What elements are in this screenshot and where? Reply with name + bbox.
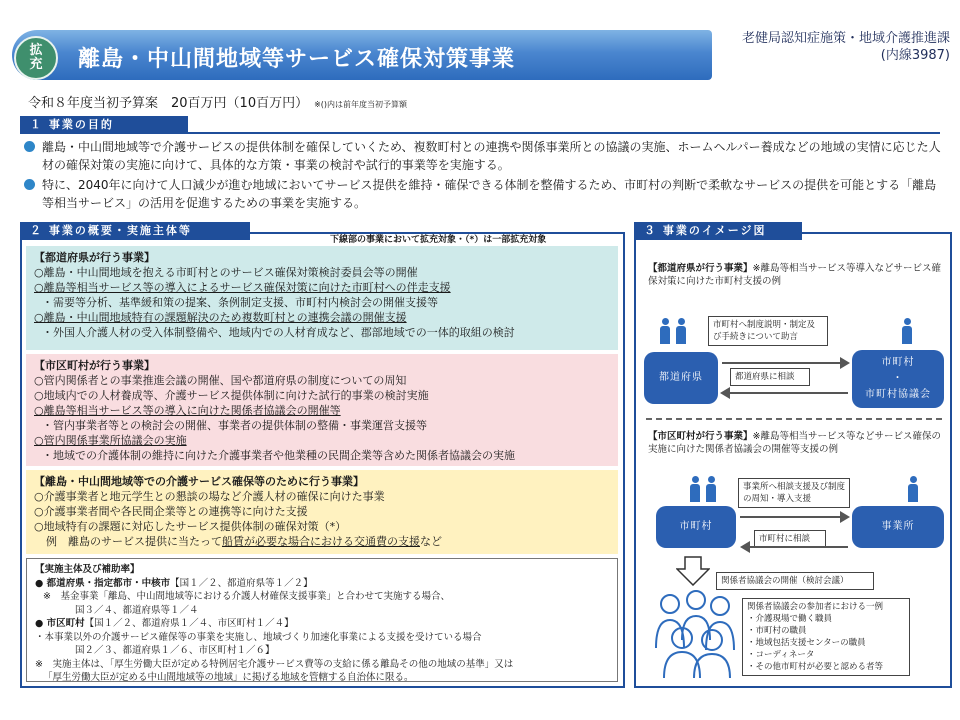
budget-amount: 令和８年度当初予算案 20百万円（10百万円） [28, 96, 309, 111]
divider [646, 418, 942, 420]
arrow-head-right-icon [840, 511, 850, 523]
section1-rule [188, 132, 940, 134]
person-icon [706, 476, 716, 502]
top-caption: 【都道府県が行う事業】※離島等相当サービス等導入などサービス確保対策に向けた市町村支援の例 [648, 263, 941, 287]
participant-item: ・介護現場で働く職員 [747, 614, 833, 624]
section2-note: 下線部の事業において拡充対象・（*）は一部拡充対象 [330, 235, 547, 245]
muni-line: ・管内事業者等との検討会の開催、事業者の提供体制の整備・事業運営支援等 [42, 419, 427, 432]
extension-number: (内線3987) [880, 48, 950, 63]
muni-line: ○地域内での人材養成等、介護サービス提供体制に向けた試行的事業の検討実施 [34, 389, 429, 402]
impl-line: ・本事業以外の介護サービス確保等の事業を実施し、地域づくり加速化事業による支援を受けている場合 [35, 631, 482, 643]
arrow-head-right-icon [840, 357, 850, 369]
impl-line: 国２／３、都道府県１／６、市区町村１／６】 [75, 645, 275, 656]
office-node: 事業所 [852, 506, 944, 548]
implementing-body-box [26, 558, 618, 682]
impl-line: ● 市区町村【国１／２、都道府県１／４、市区町村１／４】 [35, 618, 294, 629]
muni-line: ○離島等相当サービス等の導入に向けた関係者協議会の開催等 [34, 404, 341, 417]
pref-line: ・外国人介護人材の受入体制整備や、地域内での人材育成など、郡部地域での一体的取組の検討 [42, 326, 515, 339]
remote-area-heading: 【離島・中山間地域等での介護サービス確保等のために行う事業】 [34, 475, 364, 488]
municipality-council-node: 市町村 ・ 市町村協議会 [852, 350, 944, 408]
impl-line: ● 都道府県・指定都市・中核市【国１／２、都道府県等１／２】 [35, 577, 313, 589]
meeting-people-icon [652, 588, 738, 680]
advice-label: 市町村へ制度説明・制定及び手続きについて助言 [708, 316, 828, 346]
remote-line: ○介護事業者間や各民間企業等との連携等に向けた支援 [34, 505, 308, 518]
down-arrow-icon [676, 556, 710, 586]
municipality-node: 市町村 [656, 506, 736, 548]
bottom-caption: 【市区町村が行う事業】※離島等相当サービス等などサービス確保の実施に向けた関係者協議会の開催等支援の例 [648, 431, 941, 455]
expansion-badge: 拡充 [14, 36, 58, 80]
section3-heading: ３ 事業のイメージ図 [634, 222, 802, 240]
implementing-body-heading: 【実施主体及び補助率】 [35, 564, 140, 575]
header [0, 0, 960, 84]
municipality-box [26, 354, 618, 466]
prefecture-heading: 【都道府県が行う事業】 [34, 251, 155, 264]
remote-line: ○地域特有の課題に対応したサービス提供体制の確保対策（*） [34, 520, 347, 533]
consult-pref-label: 都道府県に相談 [730, 368, 810, 386]
page-title: 離島・中山間地域等サービス確保対策事業 [78, 47, 516, 72]
bullet-icon [24, 141, 35, 152]
budget-line [28, 92, 407, 111]
arrow-left [746, 546, 848, 548]
muni-line: ・地域での介護体制の維持に向けた介護事業者や他業種の民間企業等含めた関係者協議会の実施 [42, 449, 515, 462]
arrow-right [722, 362, 846, 364]
purpose-item: 特に、2040年に向けて人口減少が進む地域においてサービス提供を維持・確保できる体制を整備するため、市町村の判断で柔軟なサービスの提供を可能とする「離島等相当サービス」の活用を促進するための事業を実施する。 [24, 176, 944, 212]
purpose-list [24, 138, 944, 214]
person-icon [676, 318, 686, 344]
budget-note: ※()内は前年度当初予算額 [314, 100, 408, 109]
participant-item: ・その他市町村が必要と認める者等 [747, 662, 884, 672]
arrow-head-left-icon [740, 541, 750, 553]
remote-line: 例 離島のサービス提供に当たって船賃が必要な場合における交通費の支援など [46, 535, 442, 548]
remote-area-box [26, 470, 618, 554]
section1-heading: １ 事業の目的 [20, 116, 188, 134]
muni-line: ○管内関係事業所協議会の実施 [34, 434, 187, 447]
person-icon [690, 476, 700, 502]
purpose-item: 離島・中山間地域等で介護サービスの提供体制を確保していくため、複数町村との連携や関係事業所との協議の実施、ホームヘルパー養成などの地域の実情に応じた人材の確保対策の実施に向けて、具体的な方策・事業の検討や試行的事業等を実施する。 [24, 138, 944, 174]
pref-line: ○離島等相当サービス等の導入によるサービス確保対策に向けた市町村への伴走支援 [34, 281, 451, 294]
person-icon [660, 318, 670, 344]
arrow-head-left-icon [720, 387, 730, 399]
participant-item: ・コーディネータ [747, 650, 815, 660]
participants-heading: 関係者協議会の参加者における一例 [747, 602, 884, 612]
participants-list [742, 598, 910, 676]
impl-line: ※ 実施主体は、「厚生労働大臣が定める特例居宅介護サービス費等の支給に係る離島その他の地域の基準」又は [35, 658, 514, 670]
arrow-right [740, 516, 846, 518]
pref-line: ○離島・中山間地域を抱える市町村とのサービス確保対策検討委員会等の開催 [34, 266, 418, 279]
muni-line: ○管内関係者との事業推進会議の開催、国や都道府県の制度についての周知 [34, 374, 407, 387]
municipality-heading: 【市区町村が行う事業】 [34, 359, 155, 372]
meeting-label: 関係者協議会の開催（検討会議） [716, 572, 874, 590]
department-info [742, 30, 950, 64]
impl-line: ※ 基金事業「離島、中山間地域等における介護人材確保支援事業」と合わせて実施する場合、 [43, 591, 450, 602]
remote-line: ○介護事業者と地元学生との懇談の場など介護人材の確保に向けた事業 [34, 490, 385, 503]
bullet-icon [24, 179, 35, 190]
support-label: 事業所へ相談支援及び制度の周知・導入支援 [738, 478, 850, 508]
impl-line: 「厚生労働大臣が定める中山間地域等の地域」に掲げる地域を管轄する自治体に限る。 [43, 672, 414, 683]
prefecture-node: 都道府県 [644, 352, 718, 404]
impl-line: 国３／４、都道府県等１／４ [75, 604, 199, 616]
department-name: 老健局認知症施策・地域介護推進課 [741, 31, 950, 46]
pref-line: ○離島・中山間地域特有の課題解決のため複数町村との連携会議の開催支援 [34, 311, 407, 324]
pref-line: ・需要等分析、基準緩和策の提案、条例制定支援、市町村内検討会の開催支援等 [42, 296, 438, 309]
participant-item: ・市町村の職員 [747, 626, 807, 636]
arrow-left [726, 392, 848, 394]
person-icon [902, 318, 912, 344]
participant-item: ・地域包括支援センターの職員 [747, 638, 866, 648]
section2-heading: ２ 事業の概要・実施主体等 [20, 222, 250, 240]
consult-muni-label: 市町村に相談 [754, 530, 826, 548]
person-icon [908, 476, 918, 502]
prefecture-box [26, 246, 618, 350]
